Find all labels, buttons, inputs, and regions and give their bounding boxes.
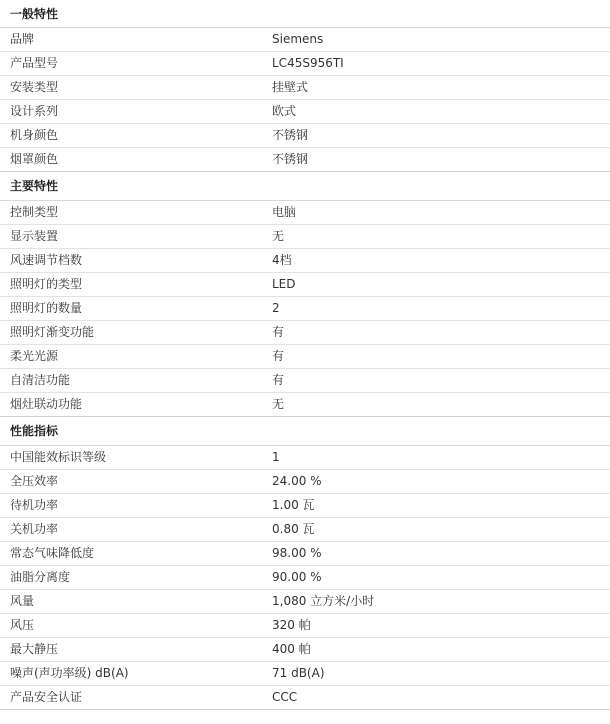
spec-label: 常态气味降低度 [10,546,95,560]
spec-value: 4档 [272,253,292,267]
table-row [0,76,610,100]
table-row [0,590,610,614]
spec-value: 1.00 瓦 [272,498,315,512]
spec-label: 照明灯的数量 [10,301,83,315]
spec-label: 烟灶联动功能 [10,397,83,411]
spec-label: 安装类型 [10,80,59,94]
spec-value: 1,080 立方米/小时 [272,594,375,608]
table-row [0,148,610,172]
spec-value: 有 [272,325,285,339]
table-row [0,369,610,393]
table-row [0,614,610,638]
spec-value: LC45S956TI [272,56,344,70]
spec-value: 有 [272,349,285,363]
table-row [0,201,610,225]
spec-label: 照明灯的类型 [10,277,83,291]
spec-label: 显示装置 [10,229,59,243]
spec-label: 设计系列 [10,104,59,118]
spec-label: 照明灯渐变功能 [10,325,95,339]
table-row [0,321,610,345]
table-row [0,542,610,566]
spec-value: 98.00 % [272,546,322,560]
spec-value: 24.00 % [272,474,322,488]
spec-value: 电脑 [272,205,297,219]
spec-value: CCC [272,690,298,704]
table-row [0,446,610,470]
table-row [0,638,610,662]
table-row [0,52,610,76]
spec-value: 有 [272,373,285,387]
table-row [0,518,610,542]
spec-label: 风速调节档数 [10,253,83,267]
spec-label: 产品安全认证 [10,690,83,704]
spec-label: 品牌 [10,32,35,46]
table-row [0,100,610,124]
spec-value: 无 [272,397,285,411]
spec-value: 挂壁式 [272,80,309,94]
spec-label: 最大静压 [10,642,59,656]
table-row [0,470,610,494]
spec-value: 71 dB(A) [272,666,325,680]
section-header-main-features: 主要特性 [0,172,610,201]
table-row [0,28,610,52]
spec-label: 风量 [10,594,35,608]
spec-value: 不锈钢 [272,128,309,142]
spec-value: 1 [272,450,280,464]
table-row [0,686,610,710]
spec-value: 不锈钢 [272,152,309,166]
spec-label: 产品型号 [10,56,59,70]
table-row [0,566,610,590]
spec-label: 自清洁功能 [10,373,71,387]
spec-label: 全压效率 [10,474,59,488]
spec-label: 关机功率 [10,522,59,536]
spec-label: 风压 [10,618,35,632]
spec-value: 欧式 [272,104,297,118]
spec-value: 无 [272,229,285,243]
table-row [0,225,610,249]
table-row [0,494,610,518]
table-row [0,662,610,686]
spec-label: 噪声(声功率级) dB(A) [10,666,129,680]
table-row [0,273,610,297]
spec-value: LED [272,277,296,291]
spec-label: 油脂分离度 [10,570,71,584]
spec-value: 320 帕 [272,618,311,632]
spec-value: 400 帕 [272,642,311,656]
spec-value: 90.00 % [272,570,322,584]
spec-value: Siemens [272,32,324,46]
spec-label: 机身颜色 [10,128,59,142]
spec-label: 控制类型 [10,205,59,219]
spec-value: 2 [272,301,280,315]
table-row [0,249,610,273]
table-row [0,345,610,369]
spec-label: 烟罩颜色 [10,152,59,166]
table-row [0,124,610,148]
table-row [0,297,610,321]
spec-label: 柔光光源 [10,349,59,363]
section-header-performance: 性能指标 [0,417,610,446]
spec-value: 0.80 瓦 [272,522,315,536]
spec-label: 中国能效标识等级 [10,450,107,464]
table-row [0,393,610,417]
section-header-general: 一般特性 [0,0,610,28]
spec-label: 待机功率 [10,498,59,512]
